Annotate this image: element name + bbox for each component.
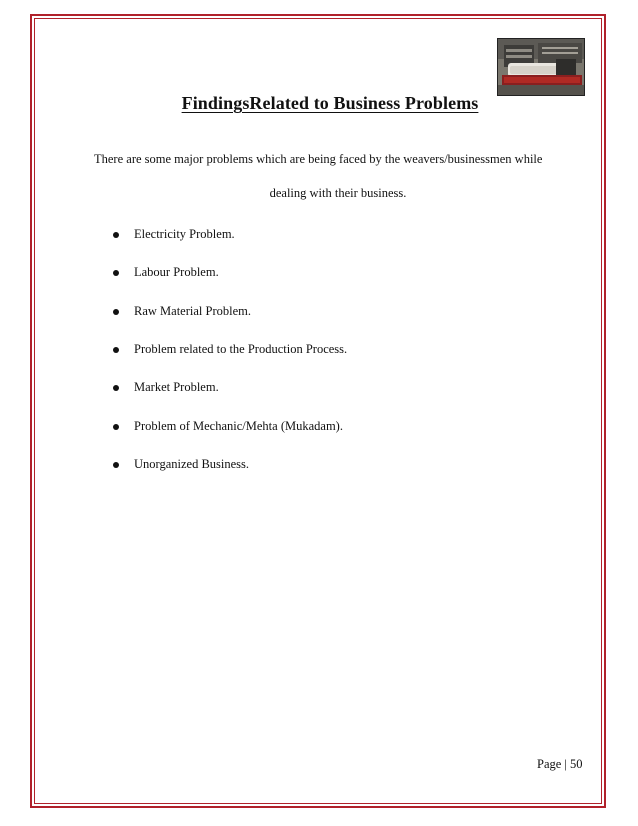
list-item-text: Raw Material Problem. bbox=[134, 304, 251, 318]
list-item-text: Problem of Mechanic/Mehta (Mukadam). bbox=[134, 419, 343, 433]
list-item-text: Electricity Problem. bbox=[134, 227, 235, 241]
list-item-text: Labour Problem. bbox=[134, 265, 219, 279]
bullet-icon bbox=[113, 309, 119, 315]
bullet-icon bbox=[113, 462, 119, 468]
list-item-text: Market Problem. bbox=[134, 380, 219, 394]
intro-text-line-1: There are some major problems which are being faced by the weavers/businessmen while bbox=[94, 152, 543, 166]
intro-text-line-2: dealing with their business. bbox=[269, 186, 407, 200]
page-title: FindingsRelated to Business Problems bbox=[181, 93, 479, 113]
bullet-icon bbox=[113, 385, 119, 391]
bullet-icon bbox=[113, 347, 119, 353]
bullet-icon bbox=[113, 232, 119, 238]
list-item-text: Problem related to the Production Process. bbox=[134, 342, 348, 356]
page-number: Page | 50 bbox=[537, 757, 583, 771]
bullet-icon bbox=[113, 270, 119, 276]
loom-machine-photo bbox=[497, 38, 585, 96]
page-border-inner bbox=[34, 18, 602, 804]
list-item-text: Unorganized Business. bbox=[134, 457, 250, 471]
bullet-icon bbox=[113, 424, 119, 430]
loom-machine-icon bbox=[498, 39, 585, 96]
